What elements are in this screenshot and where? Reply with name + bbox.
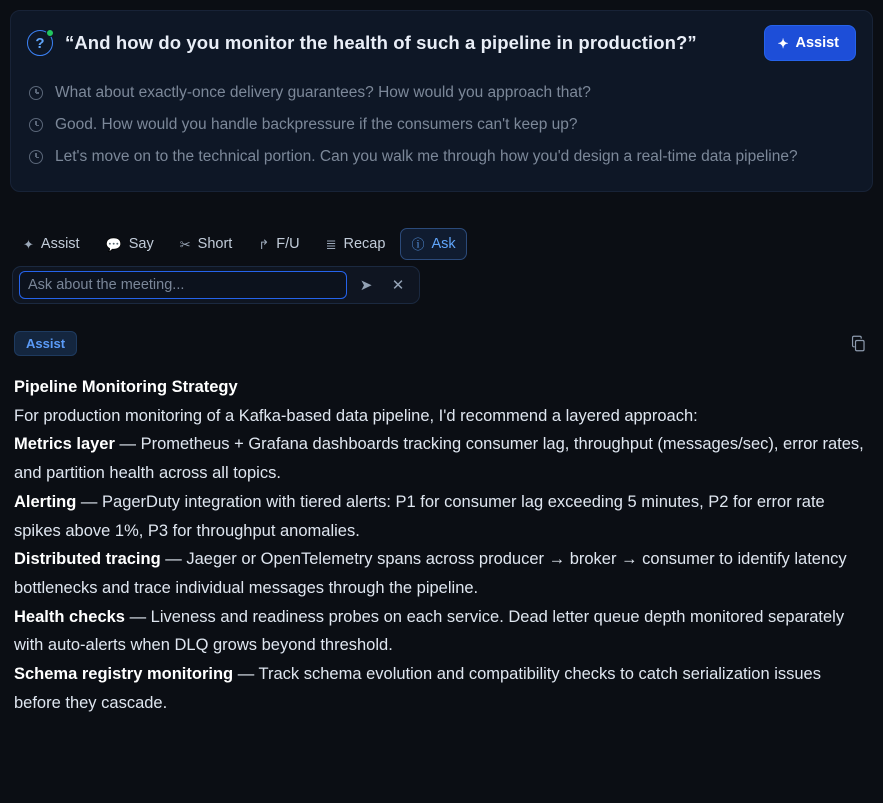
clock-icon (29, 118, 43, 132)
assist-button[interactable] (764, 25, 856, 61)
answer-section-text: — PagerDuty integration with tiered alerts: P1 for consumer lag exceeding 5 minutes, P2 for error rate spikes above 1%, P3 for throughput anomalies. (14, 492, 825, 540)
answer-section (14, 430, 866, 487)
answer-section-label: Schema registry monitoring (14, 665, 234, 684)
toolbar-item-label: Say (128, 236, 154, 252)
close-icon[interactable]: ✕ (391, 276, 405, 294)
question-card (10, 10, 873, 192)
toolbar-item-short[interactable] (169, 228, 244, 260)
answer-section-text: — Track schema evolution and compatibility checks to catch serialization issues before they cascade. (14, 665, 821, 712)
answer-section-label: Alerting (14, 492, 77, 511)
answer-section-text: — Prometheus + Grafana dashboards tracking consumer lag, throughput (messages/sec), error rates, and partition health across all topics. (14, 435, 864, 483)
previous-question-text: What about exactly-once delivery guarantees? How would you approach that? (55, 84, 591, 101)
question-mark-glyph: ? (35, 34, 45, 52)
answer-title: Pipeline Monitoring Strategy (14, 378, 238, 396)
list-item[interactable] (27, 141, 856, 173)
status-badge: Assist (14, 331, 77, 356)
scissors-icon: ✂ (179, 236, 191, 252)
previous-question-text: Good. How would you handle backpressure if the consumers can't keep up? (55, 116, 578, 134)
toolbar-item-label: Recap (343, 236, 386, 252)
toolbar-item-label: Ask (431, 236, 456, 252)
speech-bubble-icon: 💬 (105, 236, 122, 252)
list-item[interactable] (27, 77, 856, 109)
ask-input[interactable] (19, 271, 347, 299)
answer-body (14, 373, 866, 717)
answer-section (14, 660, 866, 717)
answer-section-text: — Jaeger or OpenTelemetry spans across producer → broker → consumer to identify latency bottlenecks and trace individual messages through the pipeline. (14, 550, 847, 597)
assist-button-label: Assist (795, 35, 839, 51)
answer-section-label: Metrics layer (14, 435, 115, 454)
copy-icon[interactable] (847, 333, 869, 355)
answer-section-text: — Liveness and readiness probes on each service. Dead letter queue depth monitored separately with auto-alerts when DLQ grows beyond threshold. (14, 607, 845, 655)
clock-icon (29, 150, 43, 164)
list-item[interactable] (27, 109, 856, 141)
current-question-text: “And how do you monitor the health of such a pipeline in production?” (65, 32, 697, 53)
answer-section (14, 545, 866, 602)
toolbar-item-recap[interactable] (315, 228, 397, 260)
toolbar-item-say[interactable] (95, 228, 165, 260)
question-header (27, 25, 856, 61)
ask-bar (12, 266, 420, 304)
answer-section (14, 488, 866, 545)
question-circle-icon: ⓘ (411, 236, 425, 252)
answer-section-label: Distributed tracing (14, 550, 161, 569)
sparkle-icon: ✦ (23, 236, 34, 252)
toolbar-item-ask[interactable] (400, 228, 466, 260)
list-icon: ≣ (325, 236, 337, 252)
toolbar-item-label: Short (197, 236, 233, 252)
toolbar-item-label: F/U (276, 236, 300, 252)
sparkle-icon: ✦ (777, 35, 789, 51)
answer-intro: For production monitoring of a Kafka-based data pipeline, I'd recommend a layered approach: (14, 406, 698, 425)
question-mark-icon (27, 30, 53, 56)
answer-section-label: Health checks (14, 607, 125, 626)
action-toolbar (12, 228, 467, 260)
status-dot (46, 29, 54, 37)
previous-questions-list (27, 77, 856, 173)
answer-header (14, 331, 869, 356)
answer-section (14, 603, 866, 660)
toolbar-item-label: Assist (40, 236, 80, 252)
previous-question-text: Let's move on to the technical portion. Can you walk me through how you'd design a real-time data pipeline? (55, 148, 798, 166)
toolbar-item-assist[interactable] (12, 228, 91, 260)
arrow-branch-icon: ↱ (258, 236, 270, 252)
send-icon[interactable]: ➤ (359, 276, 373, 294)
toolbar-item-followup[interactable] (247, 228, 310, 260)
clock-icon (29, 86, 43, 100)
